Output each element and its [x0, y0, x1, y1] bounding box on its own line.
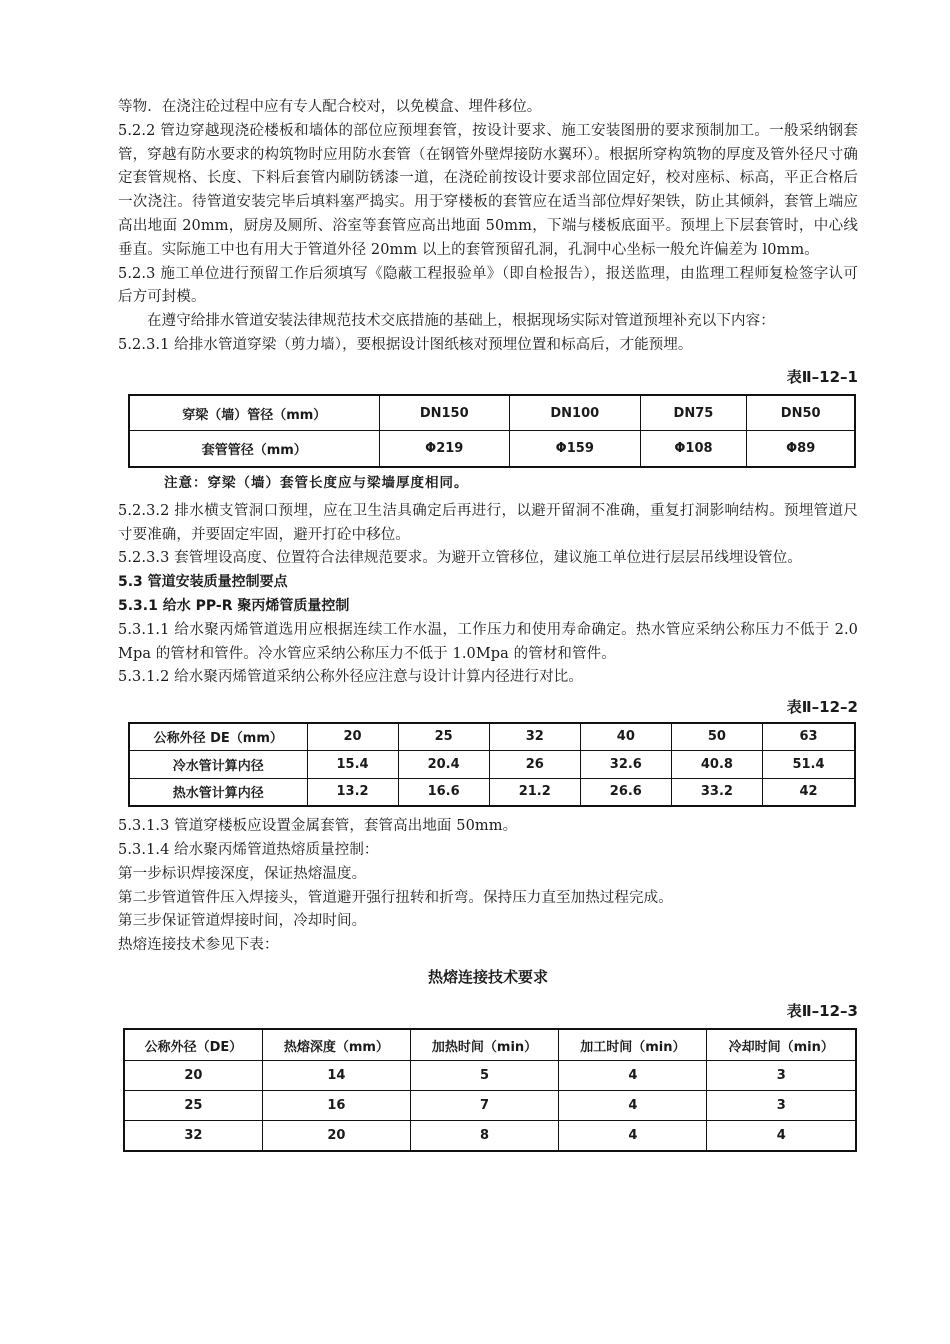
table3-cell: 4 [559, 1091, 707, 1121]
table2-cell: 63 [762, 723, 855, 750]
table1-row-header: 穿梁（墙）管径（mm） [129, 395, 379, 431]
table3-cell: 20 [262, 1121, 410, 1151]
table3-row [124, 1121, 856, 1151]
paragraph-5-3-1-4: 5.3.1.4 给水聚丙烯管道热熔质量控制： [118, 841, 379, 858]
table1-cell: Φ108 [640, 431, 747, 467]
table1-note: 注意：穿梁（墙）套管长度应与梁墙厚度相同。 [164, 474, 469, 491]
table2-row [129, 778, 855, 806]
table1-sleeve-sizes [128, 394, 856, 468]
table1-row-header: 套管管径（mm） [129, 431, 379, 467]
table3-cell: 4 [559, 1061, 707, 1091]
table3-cell: 4 [707, 1121, 856, 1151]
table2-cell: 21.2 [489, 778, 580, 806]
table2-row [129, 723, 855, 750]
document-page [118, 96, 858, 1152]
table2-row-header: 冷水管计算内径 [129, 750, 307, 778]
table2-inner-diameters [128, 722, 856, 807]
table2-cell: 26 [489, 750, 580, 778]
table1-cell: Φ159 [510, 431, 641, 467]
table2-cell: 50 [671, 723, 762, 750]
table2-row-header: 热水管计算内径 [129, 778, 307, 806]
table1-cell: DN75 [640, 395, 747, 431]
table2-label: 表Ⅱ–12–2 [786, 698, 858, 717]
table1-cell: DN150 [379, 395, 510, 431]
step-2: 第二步管道管件压入焊接头，管道避开强行扭转和折弯。保持压力直至加热过程完成。 [118, 889, 673, 906]
table3-cell: 25 [124, 1091, 262, 1121]
table1-cell: DN100 [510, 395, 641, 431]
table3-header: 加工时间（min） [559, 1029, 707, 1061]
section-heading-5-3: 5.3 管道安装质量控制要点 [118, 574, 288, 591]
table1-row [129, 395, 855, 431]
table3-cell: 4 [559, 1121, 707, 1151]
table3-row [124, 1091, 856, 1121]
table3-label: 表Ⅱ–12–3 [786, 1001, 858, 1020]
table1-cell: Φ219 [379, 431, 510, 467]
table2-cell: 40 [580, 723, 671, 750]
table2-cell: 33.2 [671, 778, 762, 806]
table2-cell: 42 [762, 778, 855, 806]
step-1: 第一步标识焊接深度，保证热熔温度。 [118, 865, 367, 882]
table3-cell: 3 [707, 1091, 856, 1121]
table1-cell: Φ89 [747, 431, 855, 467]
step-3: 第三步保证管道焊接时间，冷却时间。 [118, 913, 367, 930]
paragraph-5-2-3: 5.2.3 施工单位进行预留工作后须填写《隐蔽工程报验单》（即自检报告），报送监理，由监理工程师复检签字认可后方可封模。 [118, 265, 858, 306]
paragraph: 等物．在浇注砼过程中应有专人配合校对，以免模盒、埋件移位。 [118, 99, 542, 115]
table2-row-header: 公称外径 DE（mm） [129, 723, 307, 750]
table3-fusion-requirements [123, 1028, 857, 1152]
table3-cell: 20 [124, 1061, 262, 1091]
table3-cell: 14 [262, 1061, 410, 1091]
table2-cell: 16.6 [398, 778, 489, 806]
table2-row [129, 750, 855, 778]
table3-header: 加热时间（min） [410, 1029, 558, 1061]
table3-cell: 5 [410, 1061, 558, 1091]
table1-cell: DN50 [747, 395, 855, 431]
table2-cell: 40.8 [671, 750, 762, 778]
table2-cell: 32.6 [580, 750, 671, 778]
table2-cell: 15.4 [307, 750, 398, 778]
table1-label: 表Ⅱ–12–1 [786, 367, 858, 386]
table3-cell: 7 [410, 1091, 558, 1121]
paragraph-supplement: 在遵守给排水管道安装法律规范技术交底措施的基础上，根据现场实际对管道预埋补充以下内容： [147, 313, 775, 330]
paragraph-5-3-1-2: 5.3.1.2 给水聚丙烯管道采纳公称外径应注意与设计计算内径进行对比。 [118, 669, 583, 686]
table2-cell: 26.6 [580, 778, 671, 806]
table3-cell: 32 [124, 1121, 262, 1151]
table2-cell: 32 [489, 723, 580, 750]
table3-title: 热熔连接技术要求 [427, 967, 548, 986]
table3-header: 冷却时间（min） [707, 1029, 856, 1061]
table3-header: 公称外径（DE） [124, 1029, 262, 1061]
table2-cell: 13.2 [307, 778, 398, 806]
table1-row [129, 431, 855, 467]
paragraph-5-3-1-1: 5.3.1.1 给水聚丙烯管道选用应根据连续工作水温，工作压力和使用寿命确定。热水管应采纳公称压力不低于 2.0Mpa 的管材和管件。冷水管应采纳公称压力不低于 1.0Mpa 的管材和管件。 [118, 621, 858, 662]
paragraph-table-intro: 热熔连接技术参见下表： [118, 937, 279, 954]
table3-cell: 8 [410, 1121, 558, 1151]
table3-header: 热熔深度（mm） [262, 1029, 410, 1061]
table3-cell: 16 [262, 1091, 410, 1121]
paragraph-5-2-3-3: 5.2.3.3 套管埋设高度、位置符合法律规范要求。为避开立管移位，建议施工单位进行层层吊线埋设管位。 [118, 550, 802, 567]
paragraph-5-2-3-1: 5.2.3.1 给排水管道穿梁（剪力墙），要根据设计图纸核对预埋位置和标高后，才能预埋。 [118, 336, 693, 353]
table2-cell: 20 [307, 723, 398, 750]
table3-row [124, 1061, 856, 1091]
section-heading-5-3-1: 5.3.1 给水 PP-R 聚丙烯管质量控制 [118, 597, 350, 614]
paragraph-5-2-3-2: 5.2.3.2 排水横支管洞口预埋，应在卫生洁具确定后再进行，以避开留洞不准确，重复打洞影响结构。预埋管道尺寸要准确，并要固定牢固，避开打砼中移位。 [118, 502, 858, 543]
table2-cell: 51.4 [762, 750, 855, 778]
table2-cell: 25 [398, 723, 489, 750]
paragraph-5-2-2: 5.2.2 管边穿越现浇砼楼板和墙体的部位应预埋套管，按设计要求、施工安装图册的要求预制加工。一般采纳钢套管，穿越有防水要求的构筑物时应用防水套管（在钢管外壁焊接防水翼环）。根据所穿构筑物的厚度及管外径尺寸确定套管规格、长度、下料后套管内刷防锈漆一道，在浇砼前按设计要求部位固定好，校对座标、标高，平正合格后一次浇注。待管道安装完毕后填料塞严捣实。用于穿楼板的套管应在适当部位焊好架铁，防止其倾斜，套管上端应高出地面 20mm，厨房及厕所、浴室等套管应高出地面 50mm，下端与楼板底面平。预埋上下层套管时，中心线垂直。实际施工中也有用大于管道外径 20mm 以上的套管预留孔洞，孔洞中心坐标一般允许偏差为 l0mm。 [118, 122, 858, 258]
paragraph-5-3-1-3: 5.3.1.3 管道穿楼板应设置金属套管，套管高出地面 50mm。 [118, 818, 518, 835]
table2-cell: 20.4 [398, 750, 489, 778]
table3-header-row [124, 1029, 856, 1061]
table3-cell: 3 [707, 1061, 856, 1091]
